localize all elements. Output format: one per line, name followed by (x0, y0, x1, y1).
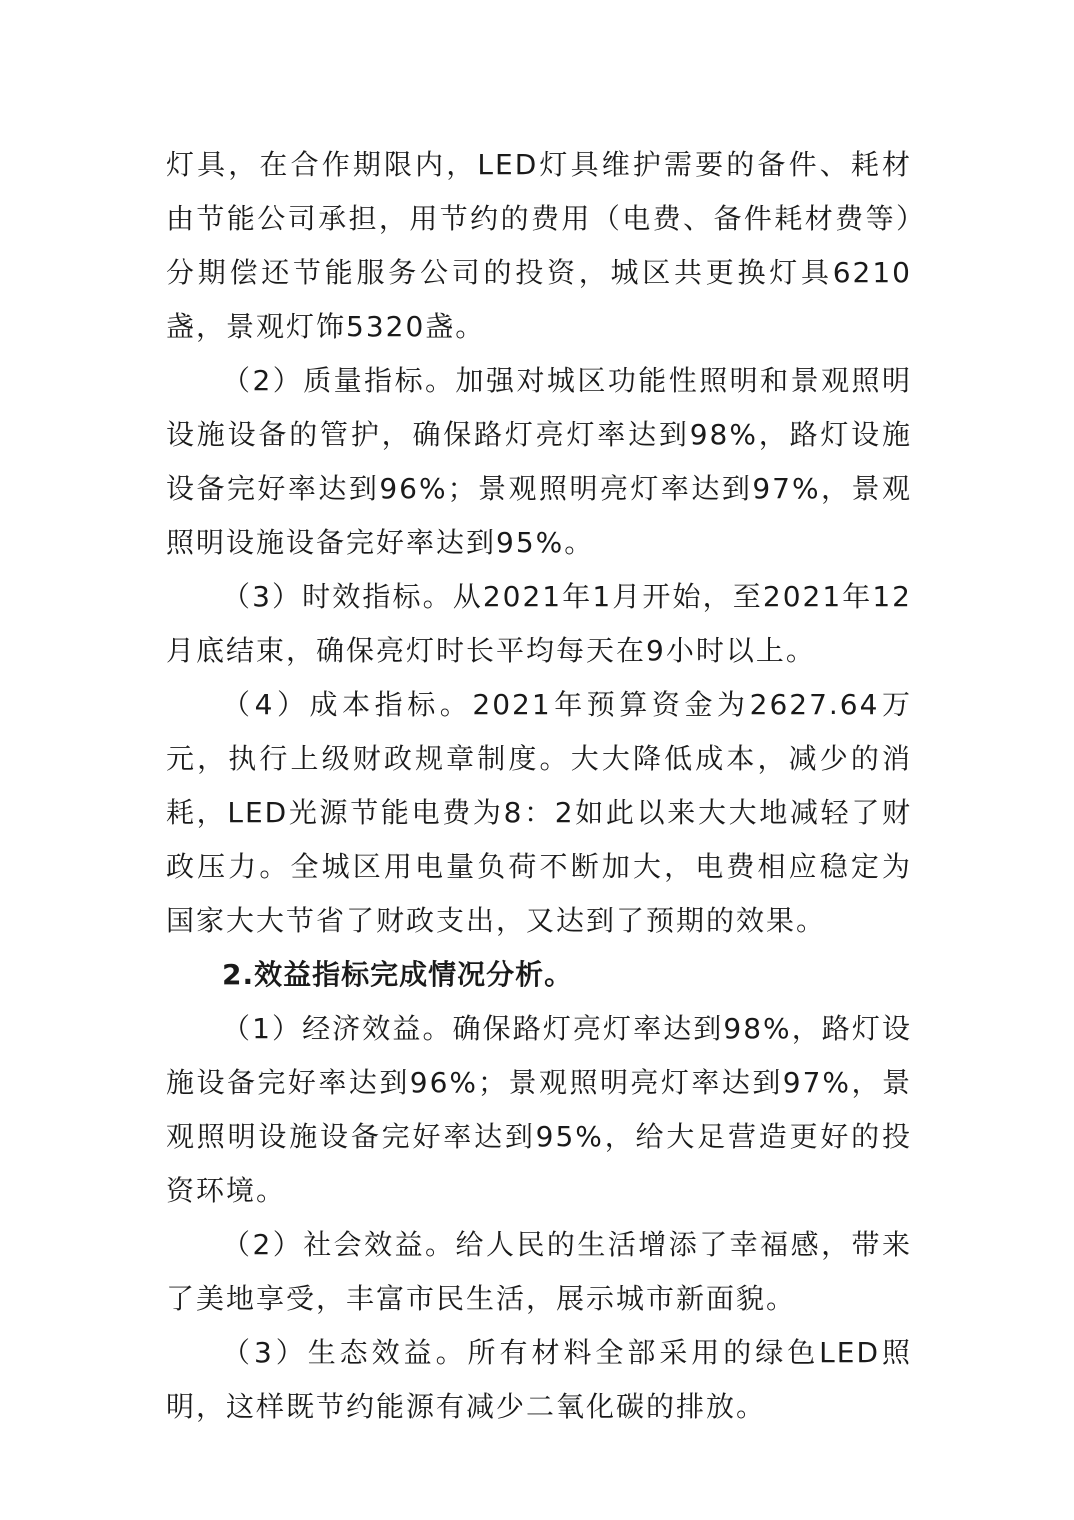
paragraph-social-benefit: （2）社会效益。给人民的生活增添了幸福感，带来了美地享受，丰富市民生活，展示城市新面貌。 (166, 1228, 912, 1315)
paragraph-ecological-benefit: （3）生态效益。所有材料全部采用的绿色LED照明，这样既节约能源有减少二氧化碳的排放。 (166, 1336, 912, 1423)
paragraph-timeliness-indicator: （3）时效指标。从2021年1月开始，至2021年12月底结束，确保亮灯时长平均每天在9小时以上。 (166, 580, 912, 667)
paragraph-economic-benefit: （1）经济效益。确保路灯亮灯率达到98%，路灯设施设备完好率达到96%；景观照明亮灯率达到97%，景观照明设施设备完好率达到95%，给大足营造更好的投资环境。 (166, 1012, 912, 1207)
section-heading-benefit-analysis: 2.效益指标完成情况分析。 (222, 958, 574, 991)
paragraph-lamp-replacement: 灯具，在合作期限内，LED灯具维护需要的备件、耗材由节能公司承担，用节约的费用（电费、备件耗材费等）分期偿还节能服务公司的投资，城区共更换灯具6210盏，景观灯饰5320盏。 (166, 148, 912, 343)
paragraph-cost-indicator: （4）成本指标。2021年预算资金为2627.64万元，执行上级财政规章制度。大大降低成本，减少的消耗，LED光源节能电费为8：2如此以来大大地减轻了财政压力。全城区用电量负荷不断加大，电费相应稳定为国家大大节省了财政支出，又达到了预期的效果。 (166, 688, 912, 937)
paragraph-quality-indicator: （2）质量指标。加强对城区功能性照明和景观照明设施设备的管护，确保路灯亮灯率达到98%，路灯设施设备完好率达到96%；景观照明亮灯率达到97%，景观照明设施设备完好率达到95%。 (166, 364, 912, 559)
document-page (166, 138, 912, 1434)
